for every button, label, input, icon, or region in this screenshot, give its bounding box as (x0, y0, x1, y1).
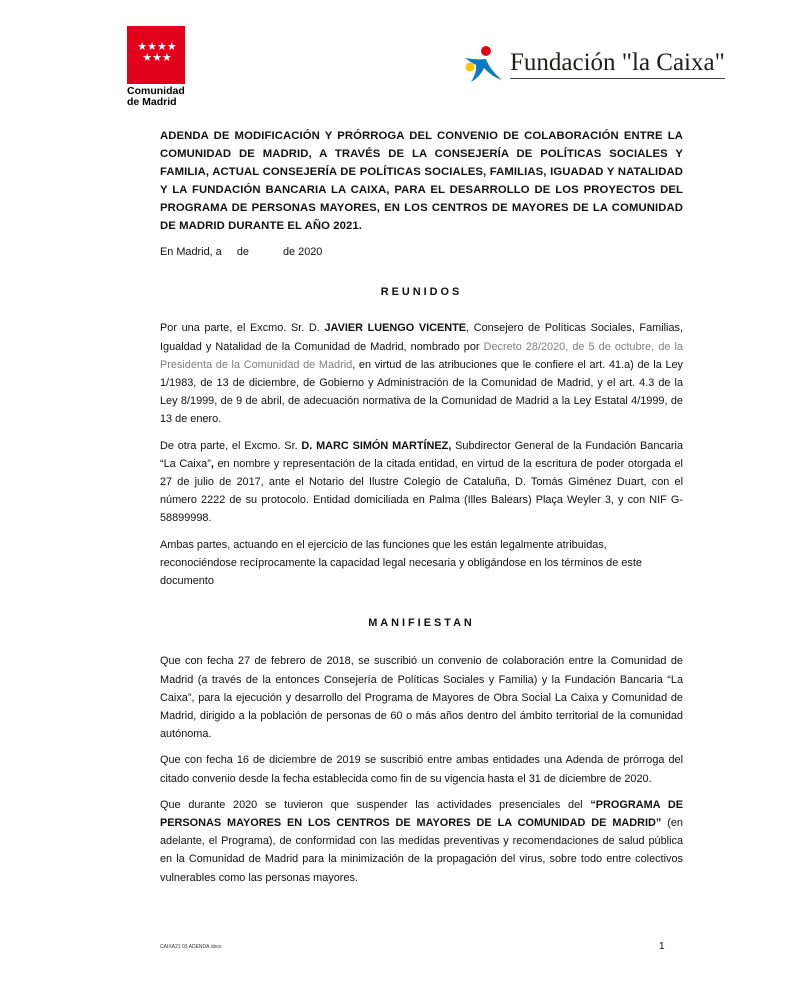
madrid-logo-line1: Comunidad (127, 85, 185, 97)
date-part1: En Madrid, a (160, 246, 222, 258)
caixa-logo-text: Fundación "la Caixa" (510, 49, 725, 79)
date-line (160, 243, 683, 261)
date-part2: de (236, 246, 249, 258)
madrid-flag-icon: ★★★★ ★★★ (127, 26, 185, 84)
comunidad-de-madrid-logo (127, 26, 189, 108)
caixa-star-icon (462, 44, 506, 84)
manifiestan-paragraph-2: Que con fecha 16 de diciembre de 2019 se suscribió entre ambas entidades una Adenda de prórroga del citado convenio desde la fecha establecida como fin de su vigencia hasta el 31 de diciembre de 2020. (160, 754, 683, 785)
page-number: 1 (659, 941, 665, 952)
manifiestan-paragraph-1: Que con fecha 27 de febrero de 2018, se suscribió un convenio de colaboración entre la Comunidad de Madrid (a través de la entonces Consejería de Políticas Sociales y Familia) y la Fundación Bancaria “La Caixa”, para la ejecución y desarrollo del Programa de Mayores de Obra Social La Caixa y Comunidad de Madrid, dirigido a la población de personas de 60 o más años dentro del ámbito territorial de la comunidad autónoma. (160, 655, 683, 741)
date-part3: de 2020 (283, 246, 323, 258)
subdirector-name: D. MARC SIMÓN MARTÍNEZ, (301, 439, 452, 452)
programa-name: “PROGRAMA DE PERSONAS MAYORES EN LOS CENTROS DE MAYORES DE LA COMUNIDAD DE MADRID” (160, 798, 683, 830)
footer-filename: CAIXA21 03 ADENDA.docx (160, 944, 222, 950)
document-body (160, 127, 683, 895)
consejero-name: JAVIER LUENGO VICENTE (324, 322, 467, 335)
decreto-reference: Decreto 28/2020, de 5 de octubre, de la Presidenta de la Comunidad de Madrid (160, 340, 683, 371)
manifiestan-paragraph-3: Que durante 2020 se tuvieron que suspender las actividades presenciales del “PROGRAMA DE PERSONAS MAYORES EN LOS CENTROS DE MAYORES DE LA COMUNIDAD DE MADRID” (en adelante, el Programa), de conformidad con las medidas preventivas y recomendaciones de salud pública en la Comunidad de Madrid para la minimización de la propagación del virus, sobre todo entre colectivos vulnerables como las personas mayores. (160, 798, 683, 884)
manifiestan-heading: MANIFIESTAN (368, 617, 475, 630)
reunidos-paragraph-3: Ambas partes, actuando en el ejercicio de las funciones que les están legalmente atribuidas, reconociéndose recíprocamente la capacidad legal necesaria y obligándose en los términos de este documento (160, 538, 642, 588)
reunidos-paragraph-2: De otra parte, el Excmo. Sr. D. MARC SIMÓN MARTÍNEZ, Subdirector General de la Fundación Bancaria “La Caixa”, en nombre y representación de la citada entidad, en virtud de la escritura de poder otorgada el 27 de julio de 2017, ante el Notario del Ilustre Colegio de Cataluña, D. Tomás Giménez Duart, con el número 2222 de su protocolo. Entidad domiciliada en Palma (Illes Balears) Plaça Weyler 3, y con NIF G-58899998. (160, 439, 684, 525)
fundacion-la-caixa-logo (462, 44, 725, 84)
reunidos-heading: REUNIDOS (380, 286, 463, 299)
document-title: ADENDA DE MODIFICACIÓN Y PRÓRROGA DEL CONVENIO DE COLABORACIÓN ENTRE LA COMUNIDAD DE MADRID, A TRAVÉS DE LA CONSEJERÍA DE POLÍTICAS SOCIALES Y FAMILIA, ACTUAL CONSEJERÍA DE POLÍTICAS SOCIALES, FAMILIAS, IGUADAD Y NATALIDAD Y LA FUNDACIÓN BANCARIA LA CAIXA, PARA EL DESARROLLO DE LOS PROYECTOS DEL PROGRAMA DE PERSONAS MAYORES, EN LOS CENTROS DE MAYORES DE LA COMUNIDAD DE MADRID DURANTE EL AÑO 2021. (160, 130, 683, 232)
madrid-logo-line2: de Madrid (127, 96, 177, 108)
reunidos-paragraph-1: Por una parte, el Excmo. Sr. D. JAVIER LUENGO VICENTE, Consejero de Políticas Sociales, Familias, Igualdad y Natalidad de la Comunidad de Madrid, nombrado por Decreto 28/2020, de 5 de octubre, de la Presidenta de la Comunidad de Madrid, en virtud de las atribuciones que le confiere el art. 41.a) de la Ley 1/1983, de 13 de diciembre, de Gobierno y Administración de la Comunidad de Madrid, y el art. 4.3 de la Ley 8/1999, de 9 de abril, de adecuación normativa de la Comunidad de Madrid a la Ley Estatal 4/1999, de 13 de enero. (160, 322, 683, 426)
